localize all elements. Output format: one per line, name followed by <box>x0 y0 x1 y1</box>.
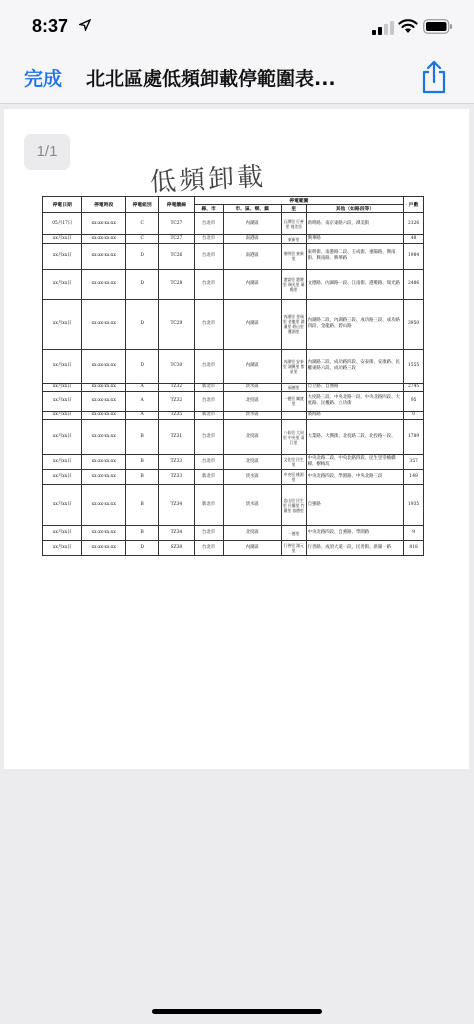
cell-district: 內湖區 <box>223 299 281 349</box>
status-time: 8:37 <box>32 16 69 36</box>
cell-date: xx月xx日 <box>43 541 82 556</box>
cell-district: 北投區 <box>223 526 281 541</box>
cell-group: C <box>126 235 159 243</box>
cell-village: 忠山里 民生里 民權里 竹圍里 協德里 <box>281 485 306 526</box>
cell-date: 05月17日 <box>43 213 82 235</box>
cell-other: 大業路、大興街、北投路二段、北投路一段、 <box>306 420 404 455</box>
cell-other: 內湖路二段、內湖路三段、成功路三段、成功路四段、金龍路、碧山路 <box>306 299 404 349</box>
cell-date: xx月xx日 <box>43 470 82 485</box>
cell-county: 新北市 <box>194 411 223 419</box>
cell-feeder: TZ33 <box>159 455 194 470</box>
cell-time: xx:xx-xx:xx <box>82 485 126 526</box>
cell-village: 一德里 關渡里 <box>281 391 306 411</box>
cell-feeder: TC26 <box>159 243 194 269</box>
cell-district: 內湖區 <box>223 213 281 235</box>
cell-other: 濱海路 <box>306 411 404 419</box>
wifi-icon <box>398 18 418 34</box>
share-icon[interactable] <box>420 60 448 94</box>
cell-other: 自立路、自強路 <box>306 383 404 391</box>
cell-group: A <box>126 391 159 411</box>
cell-county: 台北市 <box>194 420 223 455</box>
cell-village: 石潭里 行善里 週美里 <box>281 213 306 235</box>
cell-county: 台北市 <box>194 526 223 541</box>
cell-time: xx:xx-xx:xx <box>82 391 126 411</box>
cell-date: xx月xx日 <box>43 243 82 269</box>
cell-county: 台北市 <box>194 541 223 556</box>
table-row <box>43 235 424 243</box>
cell-other: 文德路、內湖路一段、江南街、港墘路、瑞光路 <box>306 269 404 299</box>
cell-county: 台北市 <box>194 455 223 470</box>
cell-date: xx月xx日 <box>43 391 82 411</box>
cell-county: 台北市 <box>194 235 223 243</box>
table-row <box>43 411 424 419</box>
cell-county: 台北市 <box>194 299 223 349</box>
cell-village: 福德里 <box>281 383 306 391</box>
cell-date: xx月xx日 <box>43 269 82 299</box>
header-district: 市、區、鄉、鎮 <box>223 205 281 213</box>
table-row <box>43 383 424 391</box>
cell-district: 淡水區 <box>223 485 281 526</box>
cell-households: 0 <box>404 411 424 419</box>
outage-table <box>42 196 424 556</box>
cell-households: 2486 <box>404 269 424 299</box>
cell-date: xx月xx日 <box>43 299 82 349</box>
cell-households: 818 <box>404 541 424 556</box>
cell-district: 北投區 <box>223 455 281 470</box>
header-group: 停電組別 <box>126 197 159 213</box>
cell-group: D <box>126 243 159 269</box>
cell-group: D <box>126 269 159 299</box>
cell-date: xx月xx日 <box>43 349 82 383</box>
status-bar <box>0 0 474 52</box>
cell-feeder: TC27 <box>159 235 194 243</box>
cell-date: xx月xx日 <box>43 383 82 391</box>
header-county: 縣、市 <box>194 205 223 213</box>
document-viewer[interactable] <box>0 105 474 1024</box>
cell-households: 9 <box>404 526 424 541</box>
cell-feeder: TC27 <box>159 213 194 235</box>
cell-county: 台北市 <box>194 391 223 411</box>
navigation-bar <box>0 52 474 104</box>
cell-county: 台北市 <box>194 349 223 383</box>
cell-time: xx:xx-xx:xx <box>82 526 126 541</box>
battery-icon <box>423 19 453 34</box>
cell-village: 東明里 東新里 <box>281 243 306 269</box>
cellular-signal-icon <box>372 21 394 35</box>
table-row <box>43 213 424 235</box>
cell-group: D <box>126 299 159 349</box>
cell-group: C <box>126 213 159 235</box>
cell-village: 東新里 <box>281 235 306 243</box>
header-time: 停電時段 <box>82 197 126 213</box>
cell-date: xx月xx日 <box>43 526 82 541</box>
table-row <box>43 470 424 485</box>
cell-time: xx:xx-xx:xx <box>82 235 126 243</box>
cell-feeder: SZ38 <box>159 541 194 556</box>
cell-date: xx月xx日 <box>43 420 82 455</box>
cell-district: 內湖區 <box>223 269 281 299</box>
header-village: 里 <box>281 205 306 213</box>
page-indicator: 1/1 <box>24 134 70 170</box>
cell-time: xx:xx-xx:xx <box>82 269 126 299</box>
cell-district: 淡水區 <box>223 411 281 419</box>
cell-households: 149 <box>404 470 424 485</box>
cell-time: xx:xx-xx:xx <box>82 213 126 235</box>
header-range: 停電範圍 <box>194 197 404 205</box>
cell-feeder: TZ34 <box>159 485 194 526</box>
cell-feeder: TC30 <box>159 349 194 383</box>
cell-households: 1555 <box>404 349 424 383</box>
cell-county: 台北市 <box>194 269 223 299</box>
cell-county: 台北市 <box>194 213 223 235</box>
table-header-row <box>43 197 424 205</box>
cell-district: 內湖區 <box>223 541 281 556</box>
cell-village: 八仙里 大同里 中央里 清江里 <box>281 420 306 455</box>
cell-district: 北投區 <box>223 391 281 411</box>
cell-district: 北投區 <box>223 420 281 455</box>
cell-time: xx:xx-xx:xx <box>82 541 126 556</box>
cell-households: 1935 <box>404 485 424 526</box>
header-other: 其他（如路段等） <box>306 205 404 213</box>
cell-other: 自強路 <box>306 485 404 526</box>
cell-households: 1789 <box>404 420 424 455</box>
cell-feeder: TZ32 <box>159 383 194 391</box>
cell-village <box>281 411 306 419</box>
cell-feeder: TZ31 <box>159 420 194 455</box>
cell-village: 行善里 湖元里 <box>281 541 306 556</box>
header-date: 停電日期 <box>43 197 82 213</box>
cell-households: 2745 <box>404 383 424 391</box>
cell-time: xx:xx-xx:xx <box>82 243 126 269</box>
cell-feeder: TZ35 <box>159 411 194 419</box>
cell-group: D <box>126 541 159 556</box>
cell-village: 文化里 民生里 <box>281 455 306 470</box>
cell-households: 2126 <box>404 213 424 235</box>
cell-county: 新北市 <box>194 383 223 391</box>
cell-other: 行善路、成須大道一段、民善街、新湖一路 <box>306 541 404 556</box>
cell-group: B <box>126 470 159 485</box>
cell-date: xx月xx日 <box>43 455 82 470</box>
cell-village: 中央里 桃源里 <box>281 470 306 485</box>
done-button[interactable]: 完成 <box>24 69 63 90</box>
cell-village: 一德里 <box>281 526 306 541</box>
cell-feeder: TZ32 <box>159 391 194 411</box>
cell-households: 357 <box>404 455 424 470</box>
cell-other: 中央北路四段、自強路、學園路 <box>306 526 404 541</box>
cell-time: xx:xx-xx:xx <box>82 411 126 419</box>
location-arrow-icon <box>79 19 91 31</box>
table-row <box>43 269 424 299</box>
cell-district: 南港區 <box>223 243 281 269</box>
table-row <box>43 349 424 383</box>
cell-group: B <box>126 455 159 470</box>
cell-group: B <box>126 526 159 541</box>
cell-time: xx:xx-xx:xx <box>82 420 126 455</box>
table-row <box>43 541 424 556</box>
home-indicator[interactable] <box>152 1009 322 1014</box>
cell-date: xx月xx日 <box>43 411 82 419</box>
document-title: 北北區處低頻卸載停範圍表... <box>86 68 336 90</box>
document-page[interactable] <box>4 109 469 769</box>
cell-village: 內湖里 安泰里 湖興里 紫星里 <box>281 349 306 383</box>
cell-district: 南港區 <box>223 235 281 243</box>
cell-district: 淡水區 <box>223 470 281 485</box>
cell-district: 淡水區 <box>223 383 281 391</box>
cell-feeder: TC28 <box>159 269 194 299</box>
table-row <box>43 299 424 349</box>
table-row <box>43 455 424 470</box>
table-row <box>43 243 424 269</box>
cell-group: B <box>126 485 159 526</box>
cell-feeder: TC29 <box>159 299 194 349</box>
cell-other: 新明路、南京東路六段、潭美街 <box>306 213 404 235</box>
cell-other: 中央北路四段、學園路、中央北路三段 <box>306 470 404 485</box>
cell-county: 台北市 <box>194 243 223 269</box>
cell-feeder: TZ33 <box>159 470 194 485</box>
cell-village: 內湖里 金瑞里 金龍里 湖濱里 碧山里 寶湖里 <box>281 299 306 349</box>
cell-feeder: TZ34 <box>159 526 194 541</box>
cell-other: 興華路 <box>306 235 404 243</box>
cell-county: 新北市 <box>194 485 223 526</box>
cell-time: xx:xx-xx:xx <box>82 470 126 485</box>
cell-households: 48 <box>404 235 424 243</box>
header-households: 戶數 <box>404 197 424 213</box>
header-feeder: 停電饋線 <box>159 197 194 213</box>
table-row <box>43 526 424 541</box>
cell-date: xx月xx日 <box>43 485 82 526</box>
cell-time: xx:xx-xx:xx <box>82 383 126 391</box>
table-row <box>43 420 424 455</box>
cell-group: A <box>126 411 159 419</box>
cell-households: 1984 <box>404 243 424 269</box>
cell-district: 內湖區 <box>223 349 281 383</box>
cell-other: 中央北路二段、中央北路四段、民生里崇楠橋樑、樹梅坑 <box>306 455 404 470</box>
cell-households: 95 <box>404 391 424 411</box>
cell-other: 內湖路二段、成功路四段、安泰街、安康路、民權東路六段、成功路三段 <box>306 349 404 383</box>
handwritten-title: 低頻卸載 <box>149 161 267 199</box>
table-row <box>43 391 424 411</box>
cell-other: 大度路三段、中央北路一段、中央北路四段、大度路、民權路、立功街 <box>306 391 404 411</box>
cell-time: xx:xx-xx:xx <box>82 455 126 470</box>
cell-other: 東明街、南港路二段、玉成街、重陽路、興南街、興南路、興華路 <box>306 243 404 269</box>
cell-group: D <box>126 349 159 383</box>
cell-time: xx:xx-xx:xx <box>82 349 126 383</box>
cell-county: 新北市 <box>194 470 223 485</box>
cell-households: 3950 <box>404 299 424 349</box>
cell-village: 港富里 港墘里 瑞光里 瑞陽里 <box>281 269 306 299</box>
cell-group: A <box>126 383 159 391</box>
cell-date: xx月xx日 <box>43 235 82 243</box>
table-row <box>43 485 424 526</box>
table-body <box>43 213 424 556</box>
cell-group: B <box>126 420 159 455</box>
cell-time: xx:xx-xx:xx <box>82 299 126 349</box>
